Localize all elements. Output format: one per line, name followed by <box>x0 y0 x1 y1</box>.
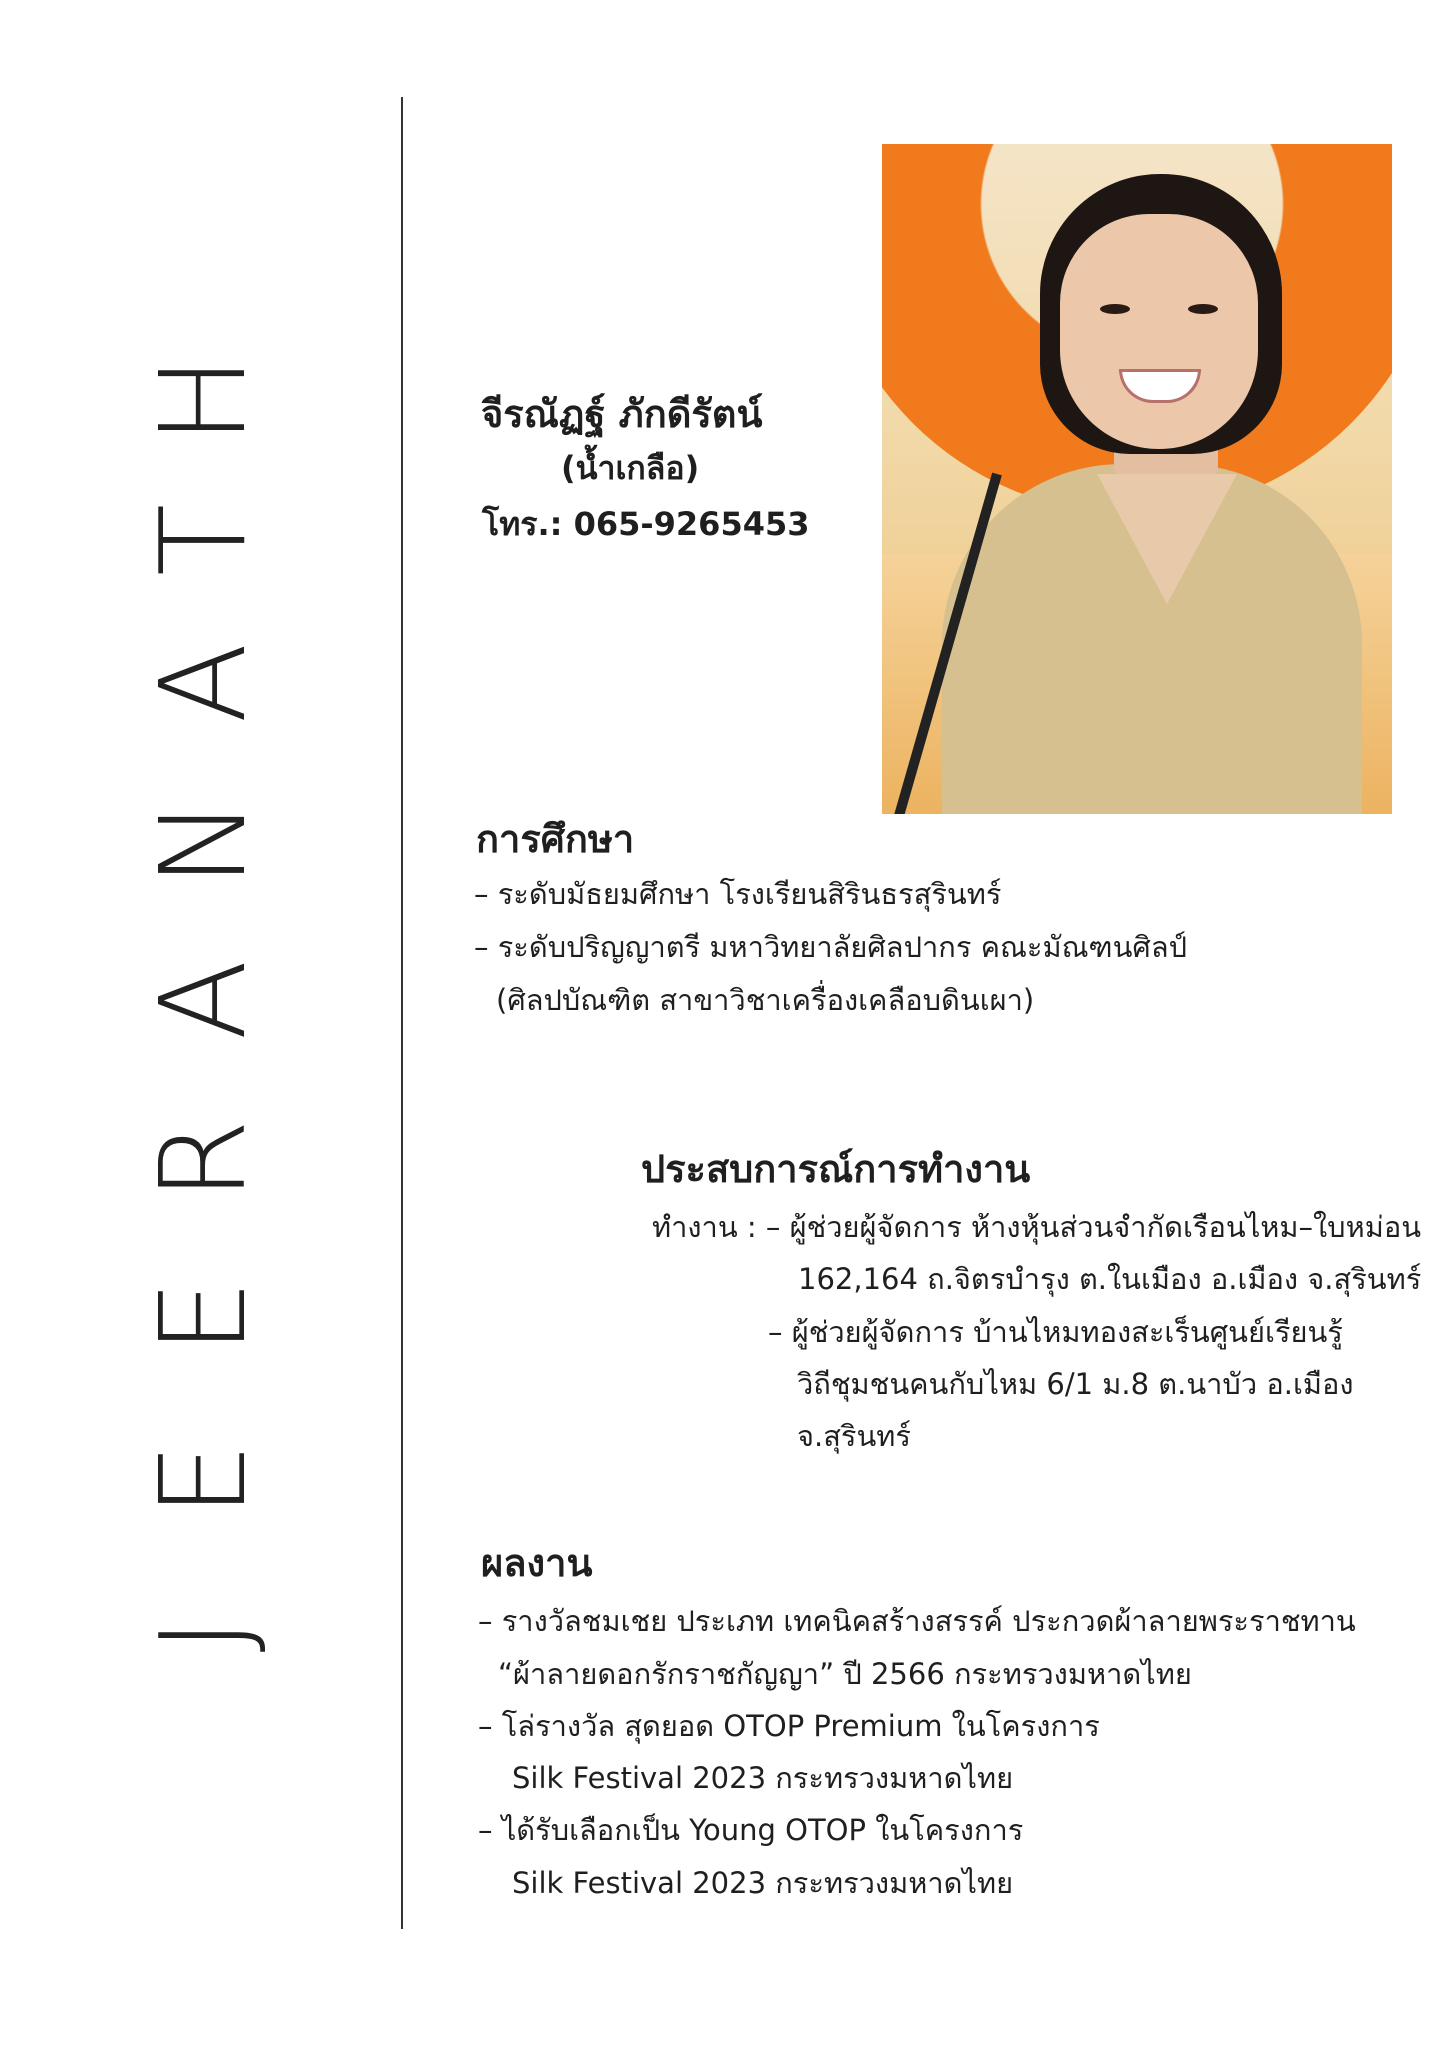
works-line: – ได้รับเลือกเป็น Young OTOP ในโครงการ <box>478 1813 1024 1847</box>
experience-line: – ผู้ช่วยผู้จัดการ บ้านไหมทองสะเร็นศูนย์เรียนรู้ <box>768 1315 1343 1349</box>
profile-nickname: (น้ำเกลือ) <box>561 449 700 487</box>
side-letter: A <box>134 642 272 724</box>
education-heading: การศึกษา <box>476 817 635 861</box>
education-line: (ศิลปบัณฑิต สาขาวิชาเครื่องเคลือบดินเผา) <box>496 983 1035 1017</box>
side-letter: N <box>134 798 272 888</box>
works-heading: ผลงาน <box>481 1541 593 1585</box>
side-letter: A <box>134 959 272 1041</box>
education-line: – ระดับปริญญาตรี มหาวิทยาลัยศิลปากร คณะมัณฑนศิลป์ <box>474 930 1187 964</box>
experience-line: วิถีชุมชนคนกับไหม 6/1 ม.8 ต.นาบัว อ.เมือง <box>797 1367 1354 1401</box>
side-letter: E <box>134 1442 272 1518</box>
experience-line: ทำงาน : – ผู้ช่วยผู้จัดการ ห้างหุ้นส่วนจำกัดเรือนไหม–ใบหม่อน <box>652 1210 1422 1244</box>
side-letter: J <box>134 1617 272 1653</box>
works-line: – โล่รางวัล สุดยอด OTOP Premium ในโครงการ <box>478 1709 1100 1743</box>
vertical-divider <box>401 97 403 1929</box>
side-letter: H <box>134 355 272 445</box>
works-line: Silk Festival 2023 กระทรวงมหาดไทย <box>512 1866 1014 1900</box>
side-letter: R <box>134 1119 272 1201</box>
profile-phone: โทร.: 065-9265453 <box>482 505 810 543</box>
side-letter: T <box>134 503 272 577</box>
education-line: – ระดับมัธยมศึกษา โรงเรียนสิรินธรสุรินทร์ <box>474 877 1002 911</box>
experience-heading: ประสบการณ์การทำงาน <box>641 1147 1031 1191</box>
works-line: – รางวัลชมเชย ประเภท เทคนิคสร้างสรรค์ ประกวดผ้าลายพระราชทาน <box>478 1604 1356 1638</box>
side-letter: E <box>134 1279 272 1355</box>
works-line: “ผ้าลายดอกรักราชกัญญา” ปี 2566 กระทรวงมหาดไทย <box>498 1657 1192 1691</box>
vertical-name-banner <box>134 345 272 1690</box>
profile-photo <box>882 144 1392 814</box>
experience-line: 162,164 ถ.จิตรบำรุง ต.ในเมือง อ.เมือง จ.สุรินทร์ <box>798 1262 1422 1296</box>
experience-line: จ.สุรินทร์ <box>797 1419 912 1453</box>
works-line: Silk Festival 2023 กระทรวงมหาดไทย <box>512 1761 1014 1795</box>
profile-name: จีรณัฏฐ์ ภักดีรัตน์ <box>481 392 763 436</box>
